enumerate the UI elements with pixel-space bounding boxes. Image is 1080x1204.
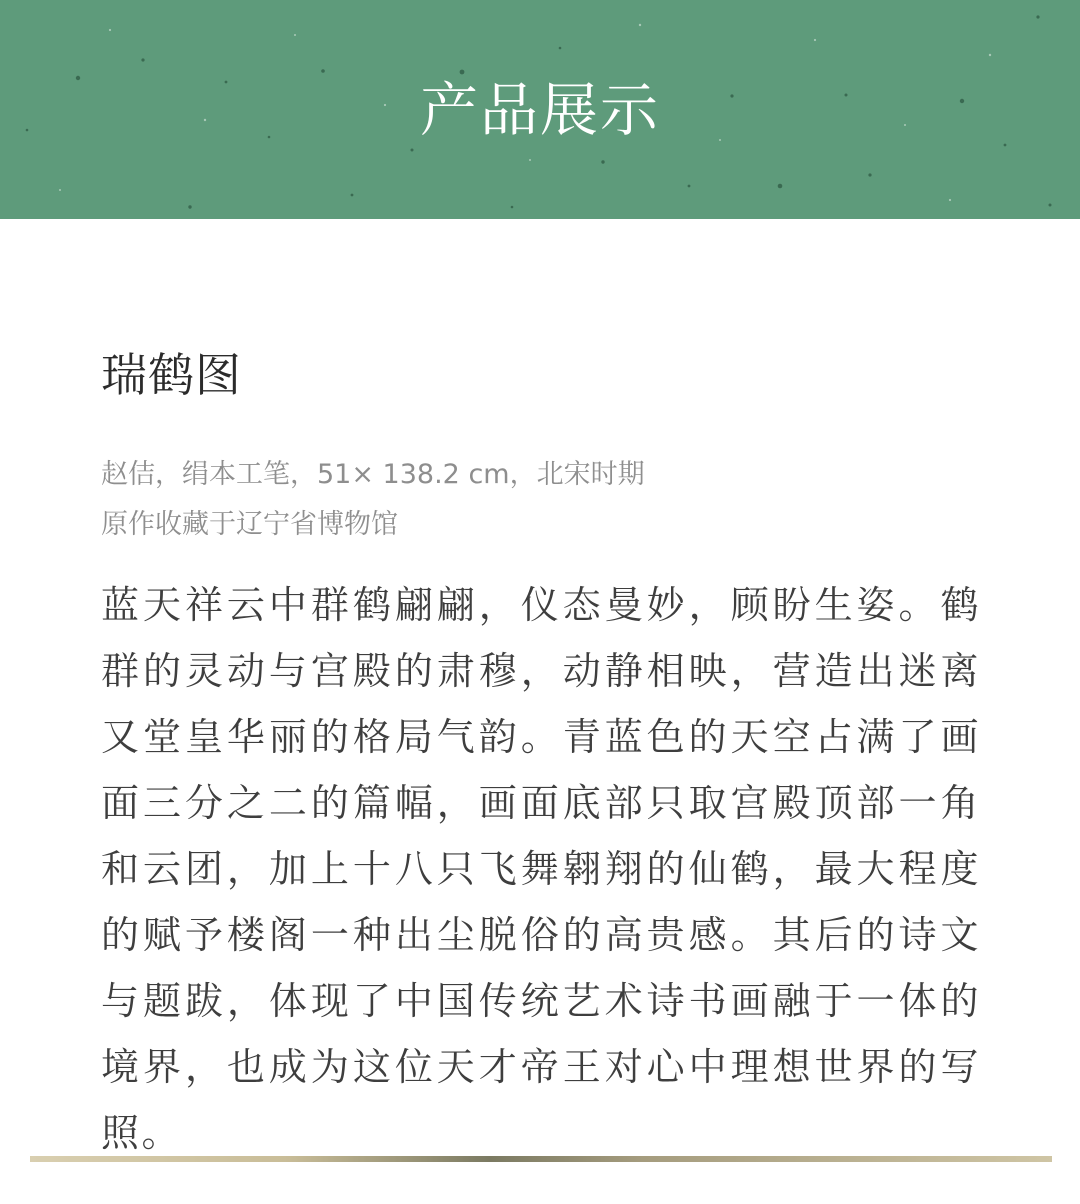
artwork-description: 蓝天祥云中群鹤翩翩，仪态曼妙，顾盼生姿。鹤群的灵动与宫殿的肃穆，动静相映，营造出迷离又堂皇华丽的格局气韵。青蓝色的天空占满了画面三分之二的篇幅，画面底部只取宫殿顶部一角和云团，加上十八只飞舞翱翔的仙鹤，最大程度的赋予楼阁一种出尘脱俗的高贵感。其后的诗文与题跋，体现了中国传统艺术诗书画融于一体的境界，也成为这位天才帝王对心中理想世界的写照。	[101, 583, 981, 1155]
artwork-title: 瑞鹤图	[101, 348, 242, 402]
header-banner	[0, 0, 1080, 219]
artwork-meta-line-1: 赵佶，绢本工笔，51× 138.2 cm，北宋时期	[101, 459, 645, 490]
artwork-meta-line-2: 原作收藏于辽宁省博物馆	[101, 509, 398, 540]
artwork-meta	[101, 450, 981, 550]
artwork-section	[101, 340, 981, 1204]
page-title: 产品展示	[419, 76, 660, 144]
painting-image-top-edge	[30, 1156, 1052, 1162]
